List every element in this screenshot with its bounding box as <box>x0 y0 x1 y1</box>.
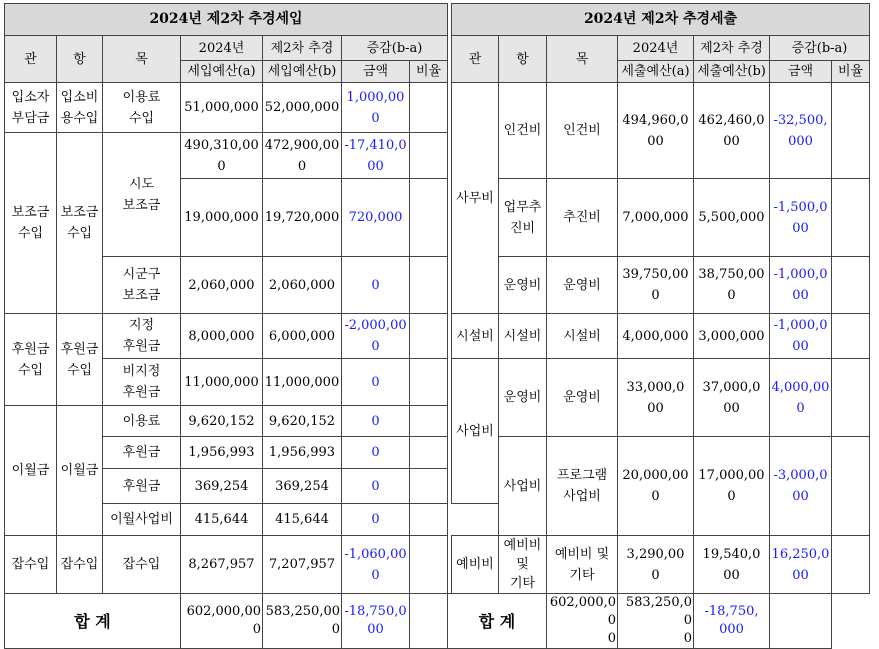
income-b: 369,254 <box>263 469 342 504</box>
income-b: 19,720,000 <box>263 179 342 257</box>
expense-header-amount: 금액 <box>770 61 832 83</box>
expense-hang: 시설비 <box>499 314 547 359</box>
expense-total-label: 합 계 <box>448 594 547 649</box>
income-b: 7,207,957 <box>263 536 342 594</box>
income-amount: -2,000,00 0 <box>342 314 410 359</box>
income-b: 6,000,000 <box>263 314 342 359</box>
income-b: 415,644 <box>263 504 342 536</box>
expense-a: 7,000,000 <box>618 179 694 257</box>
expense-mok: 시설비 <box>547 314 618 359</box>
expense-total-amount: -18,750, 000 <box>694 594 770 649</box>
income-ratio <box>410 437 448 469</box>
expense-hang: 예비비 및 기타 <box>499 536 547 594</box>
expense-hang: 운영비 <box>499 257 547 314</box>
income-a: 415,644 <box>181 504 263 536</box>
income-ratio <box>410 257 448 314</box>
income-b: 1,956,993 <box>263 437 342 469</box>
income-header-b2: 세입예산(b) <box>263 61 342 83</box>
expense-total-ratio <box>770 594 832 649</box>
income-amount: 0 <box>342 359 410 406</box>
income-amount: 0 <box>342 469 410 504</box>
budget-tables <box>4 3 870 649</box>
income-ratio <box>410 314 448 359</box>
expense-header-b2: 세출예산(b) <box>694 61 770 83</box>
income-mok: 후원금 <box>103 469 181 504</box>
income-b: 2,060,000 <box>263 257 342 314</box>
expense-mok: 예비비 및 기타 <box>547 536 618 594</box>
expense-ratio <box>832 536 870 594</box>
expense-b: 462,460,0 00 <box>694 83 770 179</box>
expense-gwan: 시설비 <box>452 314 499 359</box>
expense-ratio <box>832 359 870 437</box>
income-a: 19,000,000 <box>181 179 263 257</box>
income-b: 472,900,00 0 <box>263 133 342 179</box>
expense-header-a1: 2024년 <box>618 36 694 61</box>
expense-mok: 추진비 <box>547 179 618 257</box>
expense-header-gwan: 관 <box>452 36 499 83</box>
income-total-a: 602,000,00 0 <box>181 594 263 649</box>
income-hang: 이월금 <box>57 406 103 536</box>
income-total-ratio <box>410 594 448 649</box>
expense-b: 37,000,0 00 <box>694 359 770 437</box>
expense-ratio <box>832 257 870 314</box>
income-gwan: 보조금 수입 <box>5 133 57 314</box>
expense-a: 33,000,0 00 <box>618 359 694 437</box>
expense-b: 17,000,00 0 <box>694 437 770 536</box>
income-b: 9,620,152 <box>263 406 342 437</box>
expense-ratio <box>832 179 870 257</box>
income-header-a1: 2024년 <box>181 36 263 61</box>
income-ratio <box>410 83 448 133</box>
expense-hang: 인건비 <box>499 83 547 179</box>
income-mok: 이월사업비 <box>103 504 181 536</box>
income-title: 2024년 제2차 추경세입 <box>5 4 448 36</box>
expense-amount: -1,000,0 00 <box>770 257 832 314</box>
expense-header-mok: 목 <box>547 36 618 83</box>
expense-hang: 업무추 진비 <box>499 179 547 257</box>
expense-gwan: 예비비 <box>452 536 499 594</box>
income-header-hang: 항 <box>57 36 103 83</box>
income-header-amount: 금액 <box>342 61 410 83</box>
expense-header-hang: 항 <box>499 36 547 83</box>
income-a: 490,310,00 0 <box>181 133 263 179</box>
income-a: 11,000,000 <box>181 359 263 406</box>
income-mok: 시도 보조금 <box>103 133 181 257</box>
expense-mok: 프로그램 사업비 <box>547 437 618 536</box>
income-ratio <box>410 133 448 179</box>
expense-ratio <box>832 314 870 359</box>
income-amount: 0 <box>342 504 410 536</box>
expense-total-b: 583,250,00 0 <box>618 594 694 649</box>
income-a: 2,060,000 <box>181 257 263 314</box>
expense-mok: 인건비 <box>547 83 618 179</box>
income-ratio <box>410 406 448 437</box>
income-a: 369,254 <box>181 469 263 504</box>
expense-ratio <box>832 83 870 179</box>
income-ratio <box>410 469 448 504</box>
income-total-amount: -18,750,0 00 <box>342 594 410 649</box>
expense-amount: 16,250,0 00 <box>770 536 832 594</box>
income-amount: 1,000,000 <box>342 83 410 133</box>
income-gwan: 입소자 부담금 <box>5 83 57 133</box>
income-gwan: 잡수입 <box>5 536 57 594</box>
income-a: 51,000,000 <box>181 83 263 133</box>
income-amount: 0 <box>342 257 410 314</box>
expense-a: 494,960,0 00 <box>618 83 694 179</box>
income-mok: 잡수입 <box>103 536 181 594</box>
income-amount: 0 <box>342 406 410 437</box>
expense-amount: -1,500,0 00 <box>770 179 832 257</box>
income-a: 1,956,993 <box>181 437 263 469</box>
expense-amount: -32,500, 000 <box>770 83 832 179</box>
expense-b: 38,750,000 <box>694 257 770 314</box>
income-ratio <box>410 536 448 594</box>
expense-ratio <box>832 437 870 536</box>
expense-amount: -1,000,0 00 <box>770 314 832 359</box>
expense-mok: 운영비 <box>547 359 618 437</box>
income-total-label: 합 계 <box>5 594 181 649</box>
expense-title: 2024년 제2차 추경세출 <box>452 4 870 36</box>
income-hang: 잡수입 <box>57 536 103 594</box>
income-b: 11,000,000 <box>263 359 342 406</box>
income-ratio <box>410 179 448 257</box>
income-a: 8,000,000 <box>181 314 263 359</box>
expense-gwan: 사업비 <box>452 359 499 504</box>
income-mok: 비지정 후원금 <box>103 359 181 406</box>
income-header-ratio: 비율 <box>410 61 448 83</box>
income-mok: 후원금 <box>103 437 181 469</box>
income-header-gwan: 관 <box>5 36 57 83</box>
expense-a: 3,290,00 0 <box>618 536 694 594</box>
expense-header-a2: 세출예산(a) <box>618 61 694 83</box>
expense-total-a: 602,000,00 0 <box>547 594 618 649</box>
income-mok: 시군구 보조금 <box>103 257 181 314</box>
income-a: 9,620,152 <box>181 406 263 437</box>
expense-b: 5,500,000 <box>694 179 770 257</box>
expense-a: 39,750,000 <box>618 257 694 314</box>
income-header-diff: 증감(b-a) <box>342 36 448 61</box>
income-mok: 이용료 수입 <box>103 83 181 133</box>
income-mok: 이용료 <box>103 406 181 437</box>
income-ratio <box>410 359 448 406</box>
expense-b: 3,000,000 <box>694 314 770 359</box>
income-amount: -17,410,0 00 <box>342 133 410 179</box>
expense-amount: -3,000,0 00 <box>770 437 832 536</box>
income-hang: 보조금 수입 <box>57 133 103 314</box>
income-a: 8,267,957 <box>181 536 263 594</box>
expense-amount: 4,000,00 0 <box>770 359 832 437</box>
income-ratio <box>410 504 448 536</box>
expense-a: 4,000,000 <box>618 314 694 359</box>
expense-mok: 운영비 <box>547 257 618 314</box>
income-header-mok: 목 <box>103 36 181 83</box>
income-amount: -1,060,00 0 <box>342 536 410 594</box>
expense-hang: 운영비 <box>499 359 547 437</box>
expense-header-ratio: 비율 <box>832 61 870 83</box>
expense-gwan: 사무비 <box>452 83 499 314</box>
income-mok: 지정 후원금 <box>103 314 181 359</box>
expense-b: 19,540,0 00 <box>694 536 770 594</box>
budget-table <box>4 3 870 649</box>
expense-hang: 사업비 <box>499 437 547 536</box>
income-header-b1: 제2차 추경 <box>263 36 342 61</box>
income-total-b: 583,250,00 0 <box>263 594 342 649</box>
expense-a: 20,000,00 0 <box>618 437 694 536</box>
income-header-a2: 세입예산(a) <box>181 61 263 83</box>
income-gwan: 후원금 수입 <box>5 314 57 406</box>
income-amount: 0 <box>342 437 410 469</box>
expense-header-diff: 증감(b-a) <box>770 36 870 61</box>
income-hang: 입소비 용수입 <box>57 83 103 133</box>
income-amount: 720,000 <box>342 179 410 257</box>
expense-header-b1: 제2차 추경 <box>694 36 770 61</box>
income-hang: 후원금 수입 <box>57 314 103 406</box>
income-b: 52,000,000 <box>263 83 342 133</box>
income-gwan: 이월금 <box>5 406 57 536</box>
